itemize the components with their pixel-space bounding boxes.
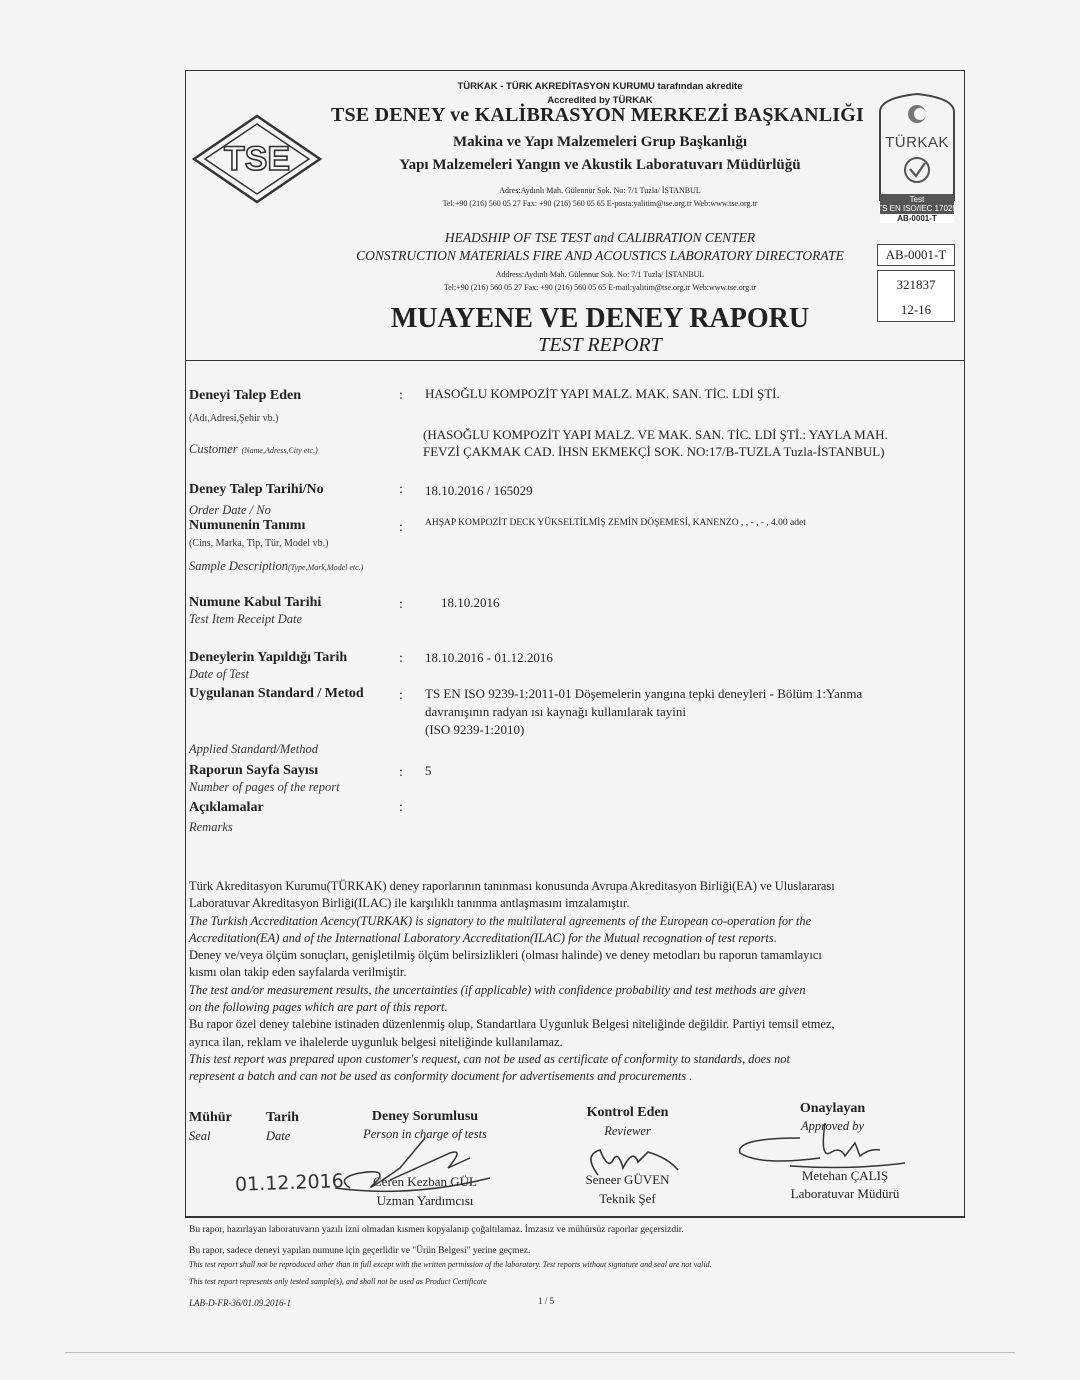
person-in-charge-label: Deney Sorumlusu: [371, 1109, 479, 1124]
turkak-logo: [876, 90, 958, 230]
footer-note-4: This test report represents only tested sample(s), and shall not be used as Product Certificate: [189, 1277, 487, 1286]
test-date-label: Deneylerin Yapıldığı Tarih: [189, 650, 348, 665]
accreditation-statement: [189, 878, 961, 1086]
test-date-value: 18.10.2016 - 01.12.2016: [425, 650, 553, 665]
statement-line: Bu rapor özel deney talebine istinaden düzenlenmiş olup, Standartlara Uygunluk Belgesi niteliğinde değildir. Partiyi temsil etmez,: [189, 1017, 835, 1032]
customer-address-2: FEVZİ ÇAKMAK CAD. İHSN EKMEKÇİ SOK. NO:17/B-TUZLA Tuzla-İSTANBUL): [423, 444, 885, 459]
receipt-label: Numune Kabul Tarihi: [189, 595, 322, 610]
approver-en: Approved by: [800, 1119, 865, 1133]
footer-note-3: This test report shall not be reproduced other than in full except with the written permission of the laboratory. Test reports without signature and seal are not valid.: [189, 1260, 712, 1269]
turkak-standard: TS EN ISO/IEC 17025: [877, 204, 957, 213]
turkak-test-label: Test: [909, 195, 925, 204]
organization-title-en: HEADSHIP OF TSE TEST and CALIBRATION CENTER: [444, 230, 756, 245]
address-en: Address:Aydınlı Mah. Gülennur Sok. No: 7/1 Tuzla/ İSTANBUL: [495, 270, 705, 279]
person-in-charge-signature: [330, 1128, 510, 1198]
customer-en-group: [189, 440, 318, 458]
laboratory-name-en: CONSTRUCTION MATERIALS FIRE AND ACOUSTICS LABORATORY DIRECTORATE: [356, 248, 844, 263]
accreditation-number: AB-0001-T: [877, 244, 955, 266]
date-en-label: Date: [266, 1129, 291, 1143]
receipt-value: 18.10.2016: [441, 595, 500, 610]
report-month-year: 12-16: [877, 300, 955, 322]
standard-value-3: (ISO 9239-1:2010): [425, 722, 525, 737]
statement-line: This test report was prepared upon customer's request, can not be used as certificate of conformity to standards, does not: [189, 1051, 790, 1066]
contact-tr: Tel:+90 (216) 560 05 27 Fax: +90 (216) 560 05 65 E-posta:yalitim@tse.org.tr Web:www.tse.org.tr: [442, 199, 758, 208]
contact-en: Tel:+90 (216) 560 05 27 Fax: +90 (216) 560 05 65 E-mail:yalitim@tse.org.tr Web:www.tse.org.tr: [443, 283, 757, 292]
reviewer-signature: [578, 1140, 688, 1190]
date-label: Tarih: [266, 1110, 299, 1125]
person-in-charge-title: Uzman Yardımcısı: [376, 1193, 474, 1208]
group-name: Makina ve Yapı Malzemeleri Grup Başkanlığı: [452, 134, 748, 150]
standard-colon: :: [399, 688, 403, 703]
sample-en-label: Sample Description: [189, 559, 288, 573]
tse-logo: [190, 112, 325, 207]
pages-label: Raporun Sayfa Sayısı: [189, 763, 319, 778]
person-in-charge-en: Person in charge of tests: [363, 1127, 487, 1141]
pages-value: 5: [425, 763, 432, 778]
receipt-en-label: Test Item Receipt Date: [189, 612, 303, 626]
accreditation-line-en: Accredited by TÜRKAK: [547, 95, 653, 106]
handwritten-date: 01.12.2016: [234, 1170, 345, 1196]
header-divider: [185, 360, 965, 361]
form-code: LAB-D-FR-36/01.09.2016-1: [189, 1298, 291, 1308]
customer-sub-label: (Adı,Adresi,Şehir vb.): [189, 413, 279, 424]
statement-line: ayrıca ilan, reklam ve ihalelerde uygunluk belgesi niteliğinde kullanılamaz.: [189, 1034, 563, 1049]
standard-value-2: davranışının radyan ısı kaynağı kullanılarak tayini: [425, 704, 687, 719]
order-colon: :: [399, 482, 403, 497]
report-title: MUAYENE VE DENEY RAPORU: [390, 303, 810, 334]
statement-line: on the following pages which are part of this report.: [189, 1000, 448, 1015]
statement-line: Laboratuvar Akreditasyon Birliği(ILAC) ile karşılıklı tanınma antlaşmasını imzalamıştır.: [189, 896, 630, 911]
footer-note-1: Bu rapor, hazırlayan laboratuvarın yazılı izni olmadan kısmen kopyalanıp çoğaltılamaz. İmzasız ve mühürsüz raporlar geçersizdir.: [189, 1225, 684, 1235]
reviewer-label: Kontrol Eden: [586, 1105, 669, 1120]
standard-value-1: TS EN ISO 9239-1:2011-01 Döşemelerin yangına tepki deneyleri - Bölüm 1:Yanma: [425, 686, 863, 701]
report-title-en: TEST REPORT: [538, 334, 662, 356]
tse-logo-text: TSE: [223, 140, 291, 178]
remarks-label: Açıklamalar: [189, 800, 264, 815]
statement-line: Deney ve/veya ölçüm sonuçları, genişletilmiş ölçüm belirsizlikleri (olması halinde) ve deney metodları bu raporun tamamlayıcı: [189, 948, 822, 963]
sample-en-sub: (Type,Mark,Model etc.): [287, 563, 364, 572]
sample-sub-label: (Cins, Marka, Tip, Tür, Model vb.): [189, 538, 329, 549]
address-tr: Adres:Aydınlı Mah. Gülennur Sok. No: 7/1 Tuzla/ İSTANBUL: [499, 186, 701, 195]
footer-divider: [185, 1216, 965, 1217]
seal-label: Mühür: [189, 1110, 232, 1125]
customer-en-label: Customer: [189, 442, 238, 456]
page-number: 1 / 5: [538, 1296, 555, 1306]
customer-value: HASOĞLU KOMPOZİT YAPI MALZ. MAK. SAN. TİC. LDİ ŞTİ.: [425, 386, 780, 401]
reviewer-en: Reviewer: [604, 1124, 651, 1138]
scan-edge: [65, 1352, 1015, 1353]
organization-title: TSE DENEY ve KALİBRASYON MERKEZİ BAŞKANLIĞI: [331, 104, 864, 126]
sample-colon: :: [399, 520, 403, 535]
footer-note-2: Bu rapor, sadece deneyi yapılan numune için geçerlidir ve "Ürün Belgesi" yerine geçmez.: [189, 1246, 531, 1256]
pages-colon: :: [399, 765, 403, 780]
order-value: 18.10.2016 / 165029: [425, 483, 533, 498]
customer-address-1: (HASOĞLU KOMPOZİT YAPI MALZ. VE MAK. SAN. TİC. LDİ ŞTİ.: YAYLA MAH.: [423, 427, 888, 442]
reviewer-name: Seneer GÜVEN: [585, 1172, 670, 1187]
standard-en-label: Applied Standard/Method: [189, 742, 319, 756]
receipt-colon: :: [399, 597, 403, 612]
reviewer-title: Teknik Şef: [599, 1191, 656, 1206]
customer-label: Deneyi Talep Eden: [189, 388, 302, 403]
remarks-en-label: Remarks: [189, 820, 233, 834]
pages-en-label: Number of pages of the report: [189, 780, 340, 794]
turkak-name: TÜRKAK: [885, 134, 949, 151]
person-in-charge-name: Ceren Kezban GÜL: [373, 1174, 477, 1189]
statement-line: The Turkish Accreditation Acency(TURKAK) is signatory to the multilateral agreements of the European co-operation for the: [189, 913, 812, 928]
sample-label: Numunenin Tanımı: [189, 518, 306, 533]
order-label: Deney Talep Tarihi/No: [189, 482, 324, 497]
approver-label: Onaylayan: [799, 1101, 866, 1116]
statement-line: kısmı olan takip eden sayfalarda verilmiştir.: [189, 965, 407, 980]
approver-title: Laboratuvar Müdürü: [790, 1186, 900, 1201]
standard-label: Uygulanan Standard / Metod: [189, 686, 364, 701]
turkak-code: AB-0001-T: [880, 214, 954, 223]
statement-line: represent a batch and can not be used as conformity document for advertisements and procurements .: [189, 1069, 693, 1084]
order-en-label: Order Date / No: [189, 503, 271, 517]
statement-line: Accreditation(EA) and of the International Laboratory Accreditation(ILAC) for the Mutual recognation of test reports.: [189, 930, 777, 945]
seal-en-label: Seal: [189, 1129, 211, 1143]
remarks-colon: :: [399, 800, 403, 815]
approver-signature: [730, 1118, 920, 1173]
test-date-colon: :: [399, 651, 403, 666]
customer-colon: :: [399, 388, 403, 403]
report-number: 321837: [896, 277, 936, 292]
customer-en-sub: (Name,Adress,City etc.): [241, 446, 318, 455]
sample-en-group: [189, 557, 363, 575]
sample-value: AHŞAP KOMPOZİT DECK YÜKSELTİLMİŞ ZEMİN DÖŞEMESİ, KANENZO , , - , - , 4.00 adet: [425, 518, 806, 528]
statement-line: The test and/or measurement results, the uncertainties (if applicable) with confidence probability and test methods are given: [189, 982, 806, 997]
accreditation-line: TÜRKAK - TÜRK AKREDİTASYON KURUMU tarafından akredite: [457, 81, 743, 92]
test-date-en-label: Date of Test: [189, 667, 249, 681]
statement-line: Türk Akreditasyon Kurumu(TÜRKAK) deney raporlarının tanınması konusunda Avrupa Akreditasyon Birliği(EA) ve Uluslararası: [189, 879, 835, 893]
approver-name: Metehan ÇALIŞ: [801, 1168, 889, 1183]
laboratory-name: Yapı Malzemeleri Yangın ve Akustik Laboratuvarı Müdürlüğü: [399, 157, 801, 173]
